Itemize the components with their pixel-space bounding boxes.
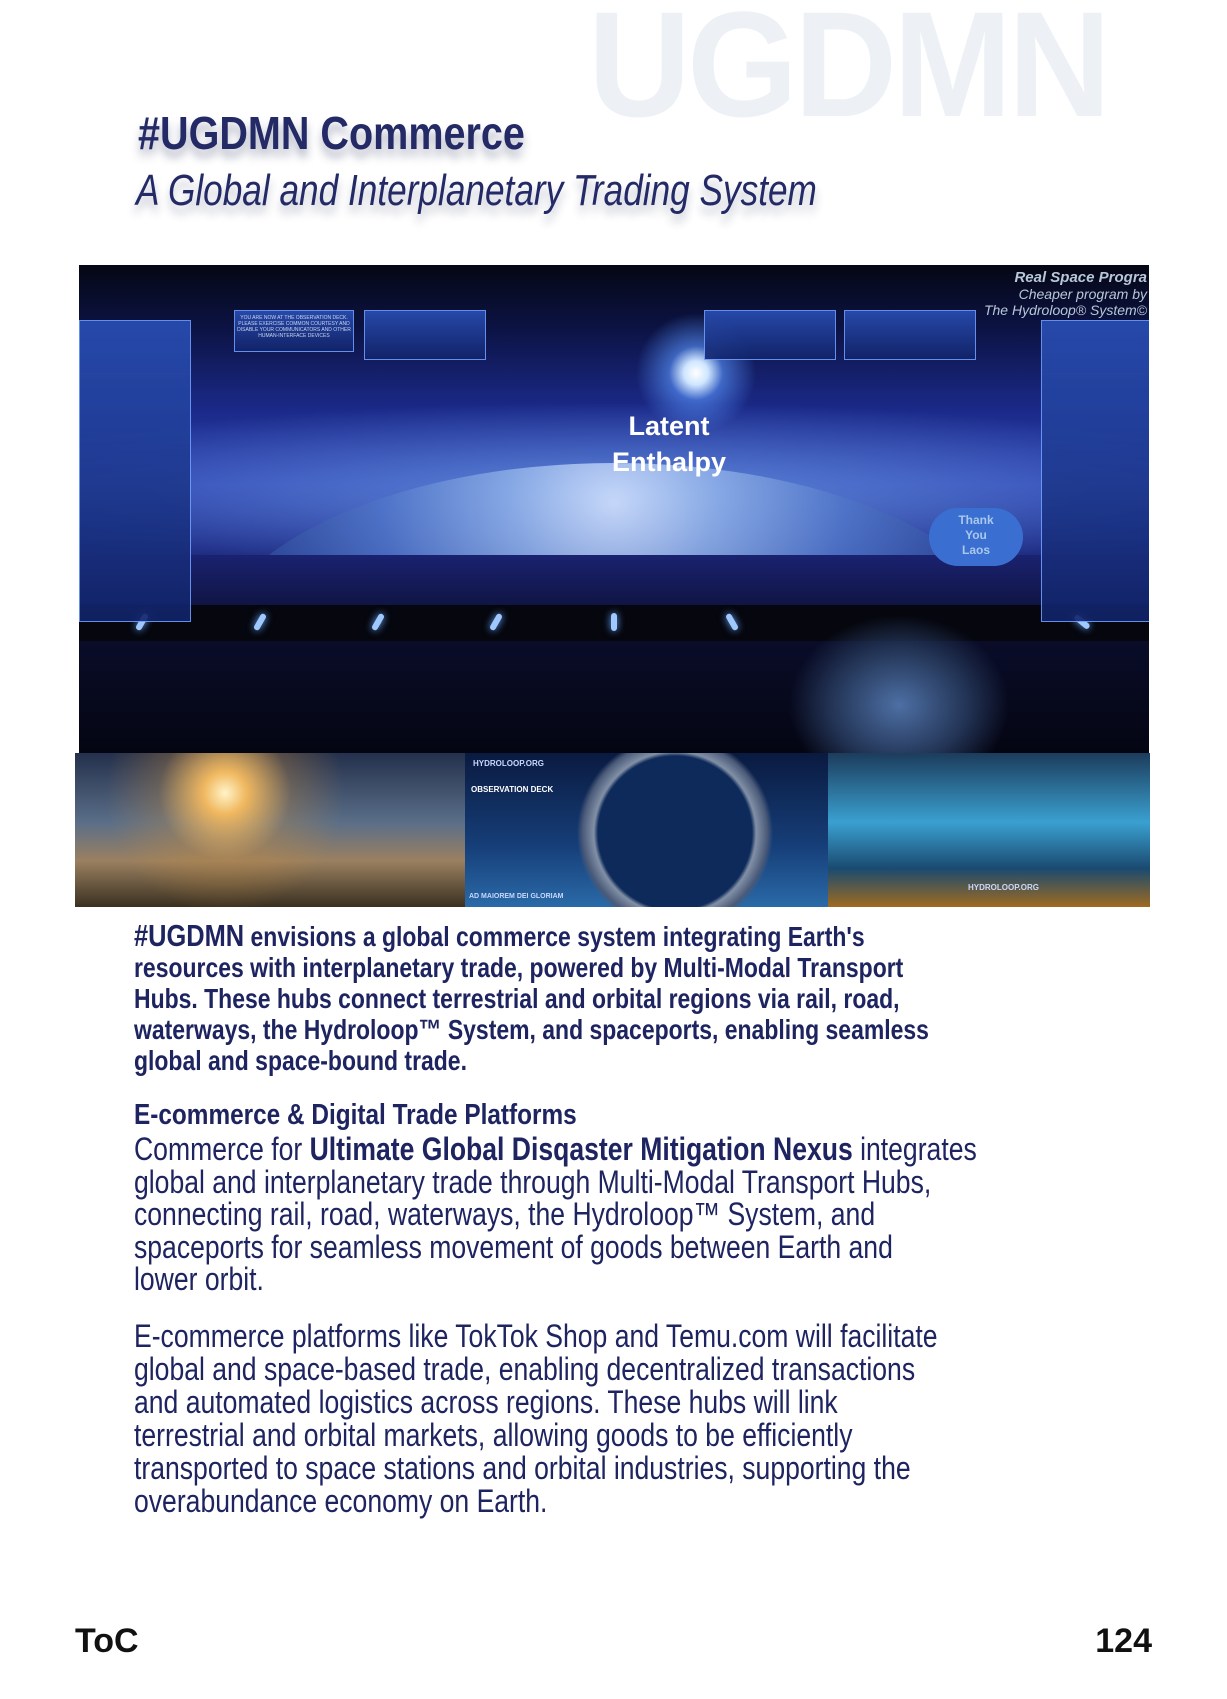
text-line: spaceports for seamless movement of goods between Earth and <box>134 1228 893 1265</box>
right-display-panel <box>1041 320 1149 622</box>
text-line: global and space-based trade, enabling decentralized transactions <box>134 1351 916 1387</box>
text-line: global and interplanetary trade through Multi-Modal Transport Hubs, <box>134 1163 932 1200</box>
text-line: waterways, the Hydroloop™ System, and spaceports, enabling seamless <box>134 1014 929 1045</box>
text-fragment: Commerce for <box>134 1131 303 1167</box>
text-line: envisions a global commerce system integrating Earth's <box>250 921 865 952</box>
text-line: and automated logistics across regions. These hubs will link <box>134 1384 838 1420</box>
hydroloop-label: HYDROLOOP.ORG <box>473 759 544 768</box>
watermark: UGDMN <box>588 0 1108 148</box>
real-space-program-caption <box>984 269 1147 318</box>
text-line: overabundance economy on Earth. <box>134 1483 548 1519</box>
map-screen <box>364 310 486 360</box>
motto-label: AD MAIOREM DEI GLORIAM <box>469 893 564 900</box>
corner-line-2: The Hydroloop® System© <box>983 302 1147 318</box>
range-screen <box>844 310 976 360</box>
couple-silhouette <box>779 595 1029 753</box>
ugdmn-full-name: Ultimate Global Disqaster Mitigation Nexus <box>309 1131 853 1167</box>
intro-lead: #UGDMN <box>134 918 245 953</box>
bubble-line: Laos <box>961 543 990 557</box>
corner-line-1: Cheaper program by <box>1018 286 1147 302</box>
left-display-panel <box>79 320 191 622</box>
observation-deck-label: OBSERVATION DECK <box>471 785 554 794</box>
toc-link[interactable]: ToC <box>75 1622 139 1660</box>
bubble-line: You <box>965 528 987 542</box>
corner-title: Real Space Progra <box>1014 269 1147 286</box>
text-line: Hubs. These hubs connect terrestrial and orbital regions via rail, road, <box>134 983 900 1014</box>
page-title: #UGDMN Commerce <box>138 107 525 159</box>
text-line: connecting rail, road, waterways, the Hydroloop™ System, and <box>134 1196 876 1232</box>
bubble-line: Thank <box>958 513 994 527</box>
page-subtitle: A Global and Interplanetary Trading System <box>136 166 817 215</box>
observation-deck-sign: YOU ARE NOW AT THE OBSERVATION DECK. PLEASE EXERCISE COMMON COURTESY AND DISABLE YOUR COMMUNICATORS AND OTHER HUMAN-INTERFACE DEVICES <box>234 310 354 352</box>
section-paragraph <box>134 1133 977 1296</box>
hydroloop-label: HYDROLOOP.ORG <box>968 883 1039 892</box>
text-line: transported to space stations and orbital industries, supporting the <box>134 1450 911 1486</box>
thank-you-speech-bubble <box>929 508 1023 566</box>
latent-enthalpy-caption <box>499 408 839 480</box>
intro-paragraph <box>134 920 929 1076</box>
strip-image-orbital-industry <box>828 753 1150 907</box>
hero-image-observation-deck <box>79 265 1149 753</box>
text-line: resources with interplanetary trade, powered by Multi-Modal Transport <box>134 952 904 983</box>
caption-line: Enthalpy <box>611 447 726 477</box>
page-number: 124 <box>1095 1622 1152 1660</box>
ecommerce-paragraph <box>134 1320 938 1518</box>
text-fragment: integrates <box>860 1131 977 1167</box>
strip-image-tower-city <box>75 753 465 907</box>
text-line: E-commerce platforms like TokTok Shop and Temu.com will facilitate <box>134 1318 938 1354</box>
strip-image-space-station <box>465 753 828 907</box>
section-heading: E-commerce & Digital Trade Platforms <box>134 1099 577 1131</box>
caption-line: Latent <box>628 411 710 441</box>
text-line: terrestrial and orbital markets, allowing goods to be efficiently <box>134 1417 853 1453</box>
floor-light <box>611 613 617 631</box>
data-screen <box>704 310 836 360</box>
text-line: lower orbit. <box>134 1261 264 1297</box>
text-line: global and space-bound trade. <box>134 1045 467 1076</box>
